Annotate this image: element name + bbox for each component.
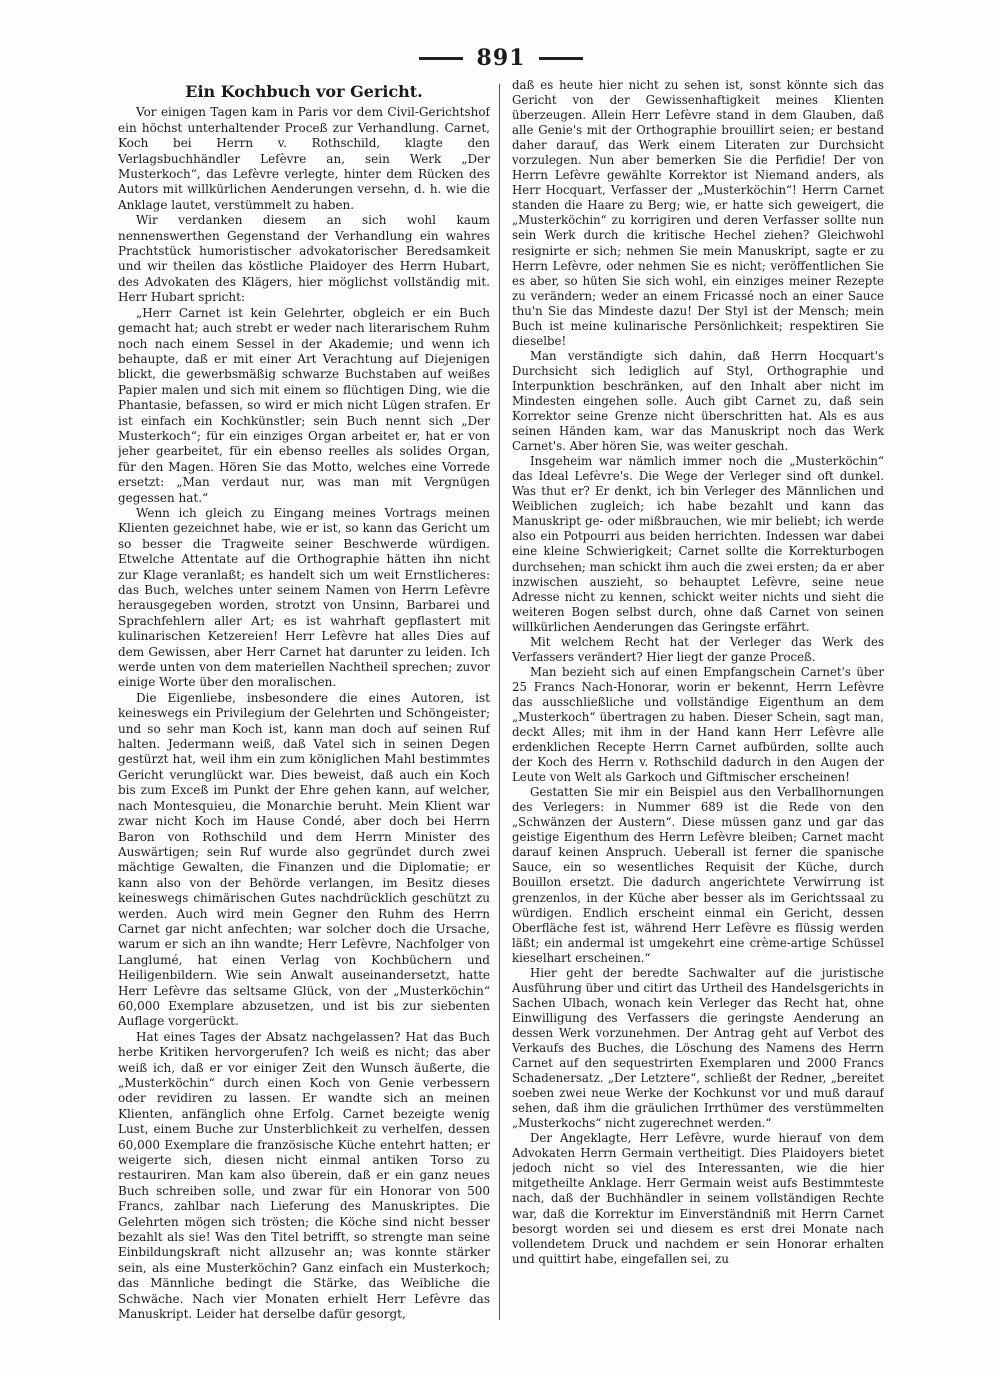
- paragraph: Man bezieht sich auf einen Empfangschein Carnet's über 25 Francs Nach-Honorar, worin er bekennt, Herrn Lefèvre das ausschließliche und vollständige Eigenthum an dem „Musterkoch“ übertragen zu haben. Dieser Schein, sagt man, deckt Alles; mit ihm in der Hand kann Herr Lefèvre alle erdenklichen Recepte Herrn Carnet aufbürden, sollte auch der Koch des Herrn v. Rothschild dadurch in den Augen der Leute von Welt als Garkoch und Giftmischer erscheinen!: [512, 664, 884, 785]
- paragraph: Der Angeklagte, Herr Lefèvre, wurde hierauf von dem Advokaten Herrn Germain vertheitigt. Dies Plaidoyers bietet jedoch nicht so viel des Interessanten, wie die hier mitgetheilte Anklage. Herr Germain weist aufs Bestimmteste nach, daß der Buchhändler in seinem vollständigen Rechte war, daß die Korrektur im Einverständniß mit Herrn Carnet besorgt worden sei und diesem es erst drei Monate nach vollendetem Druck und nachdem er sein Honorar erhalten und quittirt habe, eingefallen sei, zu: [512, 1131, 884, 1266]
- left-column: [118, 78, 490, 1326]
- paragraph: „Herr Carnet ist kein Gelehrter, obgleich er ein Buch gemacht hat; auch strebt er weder nach literarischem Ruhm noch nach einem Sessel in der Akademie; und wenn ich behaupte, daß er mit einer Art Verachtung auf Diejenigen blickt, die gewerbsmäßig schwarze Buchstaben auf weißes Papier malen und sich mit einem so flüchtigen Ding, wie die Phantasie, befassen, so wird er mich nicht Lügen strafen. Er ist einfach ein Kochkünstler; sein Buch nennt sich „Der Musterkoch“; für ein einziges Organ arbeitet er, hat er von jeher gearbeitet, für ein ebenso reelles als solides Organ, für den Magen. Hören Sie das Motto, welches eine Vorrede ersetzt: „Man verdaut nur, was man mit Vergnügen gegessen hat.“: [118, 305, 490, 505]
- header-rule-right: [539, 57, 583, 60]
- paragraph: Die Eigenliebe, insbesondere die eines Autoren, ist keineswegs ein Privilegium der Gelehrten und Schöngeister; und so sehr man Koch ist, kann man doch auf seinen Ruf halten. Jedermann weiß, daß Vatel sich in seinen Degen gestürzt hat, weil ihm ein zum königlichen Mahl bestimmtes Gericht verunglückt war. Dies beweist, daß auch ein Koch bis zum Exceß im Punkt der Ehre gehen kann, auf welcher, nach Montesquieu, die Monarchie beruht. Mein Klient war zwar nicht Koch im Hause Condé, aber doch bei Herrn Baron von Rothschild und dem Herrn Minister des Auswärtigen; sein Ruf wurde also gegründet durch zwei mächtige Gewalten, die Finanzen und die Diplomatie; er kann also von der Behörde verlangen, im Besitz dieses keineswegs chimärischen Gutes nachdrücklich geschützt zu werden. Auch wird mein Gegner den Ruhm des Herrn Carnet gar nicht anfechten; war solcher doch die Ursache, warum er sich an ihn wandte; Herr Lefèvre, Nachfolger von Langlumé, hat einen Verlag von Kochbüchern und Heiligenbildern. Wie sein Anwalt auseinandersetzt, hatte Herr Lefèvre das seltsame Glück, von der „Musterköchin“ 60,000 Exemplare abzusetzen, und ist bis zur siebenten Auflage vorgerückt.: [118, 690, 490, 1029]
- paragraph: Wir verdanken diesem an sich wohl kaum nennenswerthen Gegenstand der Verhandlung ein wahres Prachtstück humoristischer advokatorischer Beredsamkeit und wir theilen das köstliche Plaidoyer des Herrn Hubart, des Advokaten des Klägers, hier möglichst vollständig mit. Herr Hubart spricht:: [118, 213, 490, 305]
- page-number: 891: [476, 45, 526, 71]
- paragraph: Man verständigte sich dahin, daß Herrn Hocquart's Durchsicht sich lediglich auf Styl, Orthographie und Interpunktion beschränken, auf den Inhalt aber nicht im Mindesten eingehen solle. Auch gibt Carnet zu, daß sein Korrektor seine Grenze nicht überschritten hat. Als es aus seinen Händen kam, war das Manuskript noch das Werk Carnet's. Aber hören Sie, was weiter geschah.: [512, 348, 884, 454]
- paragraph: daß es heute hier nicht zu sehen ist, sonst könnte sich das Gericht von der Gewissenhaftigkeit meines Klienten überzeugen. Allein Herr Lefèvre stand in dem Glauben, daß alle Genie's mit der Orthographie brouillirt seien; er bestand daher darauf, das Werk einem Literaten zur Durchsicht vorzulegen. Nun aber bemerken Sie die Perfidie! Der von Herrn Lefèvre gewählte Korrektor ist Niemand anders, als Herr Hocquart, Verfasser der „Musterköchin“! Herrn Carnet standen die Haare zu Berg; wie, er hatte sich geweigert, die „Musterköchin“ zu korrigiren und deren Verfasser sollte nun sein Werk durch die kritische Hechel ziehen? Gleichwohl resignirte er sich; nehmen Sie mein Manuskript, sagte er zu Herrn Lefèvre, oder nehmen Sie es nicht; veröffentlichen Sie es aber, so hüten Sie sich wohl, ein einziges meiner Rezepte zu verändern; weder an einem Fricassé noch an einer Sauce thu'n Sie das Mindeste dazu! Der Styl ist der Mensch; mein Buch ist meine kulinarische Persönlichkeit; respektiren Sie dieselbe!: [512, 78, 884, 348]
- paragraph: Vor einigen Tagen kam in Paris vor dem Civil-Gerichtshof ein höchst unterhaltender Proceß zur Verhandlung. Carnet, Koch bei Herrn v. Rothschild, klagte den Verlagsbuchhändler Lefèvre an, sein Werk „Der Musterkoch“, das Lefèvre verlegte, hinter dem Rücken des Autors mit willkürlichen Aenderungen versehn, d. h. wie die Anklage lautet, verstümmelt zu haben.: [118, 105, 490, 212]
- paragraph: Wenn ich gleich zu Eingang meines Vortrags meinen Klienten gezeichnet habe, wie er ist, so kann das Gericht um so besser die Tragweite seiner Beschwerde würdigen. Etwelche Attentate auf die Orthographie hätten ihn nicht zur Klage veranlaßt; es handelt sich um weit Ernstlicheres: das Buch, welches unter seinem Namen von Herrn Lefèvre herausgegeben worden, strotzt von Unsinn, Barbarei und Sprachfehlern aller Art; es ist wahrhaft gepflastert mit kulinarischen Ketzereien! Herr Lefèvre hat alles Dies auf dem Gewissen, aber Herr Carnet hat darunter zu leiden. Ich werde unten von dem materiellen Nachtheil sprechen; zuvor einige Worte über den moralischen.: [118, 505, 490, 690]
- paragraph: Mit welchem Recht hat der Verleger das Werk des Verfassers verändert? Hier liegt der ganze Proceß.: [512, 634, 884, 664]
- column-divider: [499, 84, 500, 1320]
- paragraph: Hier geht der beredte Sachwalter auf die juristische Ausführung über und citirt das Urtheil des Handelsgerichts in Sachen Ulbach, wonach kein Verleger das Recht hat, ohne Einwilligung des Verfassers die geringste Aenderung an dessen Werk vorzunehmen. Der Antrag geht auf Verbot des Verkaufs des Buches, die Löschung des Namens des Herrn Carnet auf den sequestrirten Exemplaren und 2000 Francs Schadenersatz. „Der Letztere“, schließt der Redner, „bereitet soeben zwei neue Werke der Kochkunst vor und muß darauf sehen, daß ihm die gräulichen Irrthümer des verstümmelten „Musterkochs“ nicht zugerechnet werden.“: [512, 965, 884, 1131]
- paragraph: Hat eines Tages der Absatz nachgelassen? Hat das Buch herbe Kritiken hervorgerufen? Ich weiß es nicht; das aber weiß ich, daß er vor einiger Zeit den Wunsch äußerte, die „Musterköchin“ durch einen Koch von Genie verbessern oder revidiren zu lassen. Er wandte sich an meinen Klienten, anfänglich ohne Erfolg. Carnet bezeigte wenig Lust, einem Buche zur Unsterblichkeit zu verhelfen, dessen 60,000 Exemplare die französische Küche entehrt hatten; er weigerte sich, diesen nicht einmal antiken Torso zu restauriren. Man kam also überein, daß er ein ganz neues Buch schreiben solle, und zwar für ein Honorar von 500 Francs, zahlbar nach Lieferung des Manuskriptes. Die Gelehrten mögen sich trösten; die Köche sind nicht besser bezahlt als sie! Was den Titel betrifft, so strengte man seine Einbildungskraft nicht allzusehr an; was konnte stärker sein, als eine Musterköchin? Ganz einfach ein Musterkoch; das Männliche bedingt die Stärke, das Weibliche die Schwäche. Nach vier Monaten erhielt Herr Lefèvre das Manuskript. Leider hat derselbe dafür gesorgt,: [118, 1029, 490, 1322]
- article-title: Ein Kochbuch vor Gericht.: [185, 82, 423, 101]
- right-column: [512, 78, 884, 1326]
- paragraph: Gestatten Sie mir ein Beispiel aus den Verballhornungen des Verlegers: in Nummer 689 ist die Rede von den „Schwänzen der Austern“. Diese müssen ganz und gar das geistige Eigenthum des Herrn Lefèvre bleiben; Carnet macht darauf keinen Anspruch. Ueberall ist ferner die spanische Sauce, ein so wesentliches Requisit der Küche, durch Bouillon ersetzt. Die dadurch angerichtete Verwirrung ist grenzenlos, in der Küche aber besser als im Gerichtssaal zu würdigen. Endlich erscheint einmal ein Gericht, dessen Oberfläche fest ist, während Herr Lefèvre es flüssig werden läßt; ein andermal ist umgekehrt eine crème-artige Schüssel kieselhart erscheinen.“: [512, 785, 884, 965]
- page-header: [120, 38, 882, 78]
- header-rule-left: [419, 57, 463, 60]
- paragraph: Insgeheim war nämlich immer noch die „Musterköchin“ das Ideal Lefèvre's. Die Wege der Verleger sind oft dunkel. Was thut er? Er denkt, ich bin Verleger des Männlichen und Weiblichen zugleich; ich habe bezahlt und kann das Manuskript ge- oder mißbrauchen, wie mir beliebt; ich werde also ein Potpourri aus beiden herrichten. Indessen war dabei eine kleine Schwierigkeit; Carnet sollte die Korrekturbogen durchsehen; man schickt ihm auch die zwei ersten; da er aber inzwischen auszieht, so behauptet Lefèvre, seine neue Adresse nicht zu kennen, schickt weiter nichts und sieht die weiteren Bogen selbst durch, ohne daß Carnet von seinen willkürlichen Aenderungen das Geringste erfährt.: [512, 454, 884, 634]
